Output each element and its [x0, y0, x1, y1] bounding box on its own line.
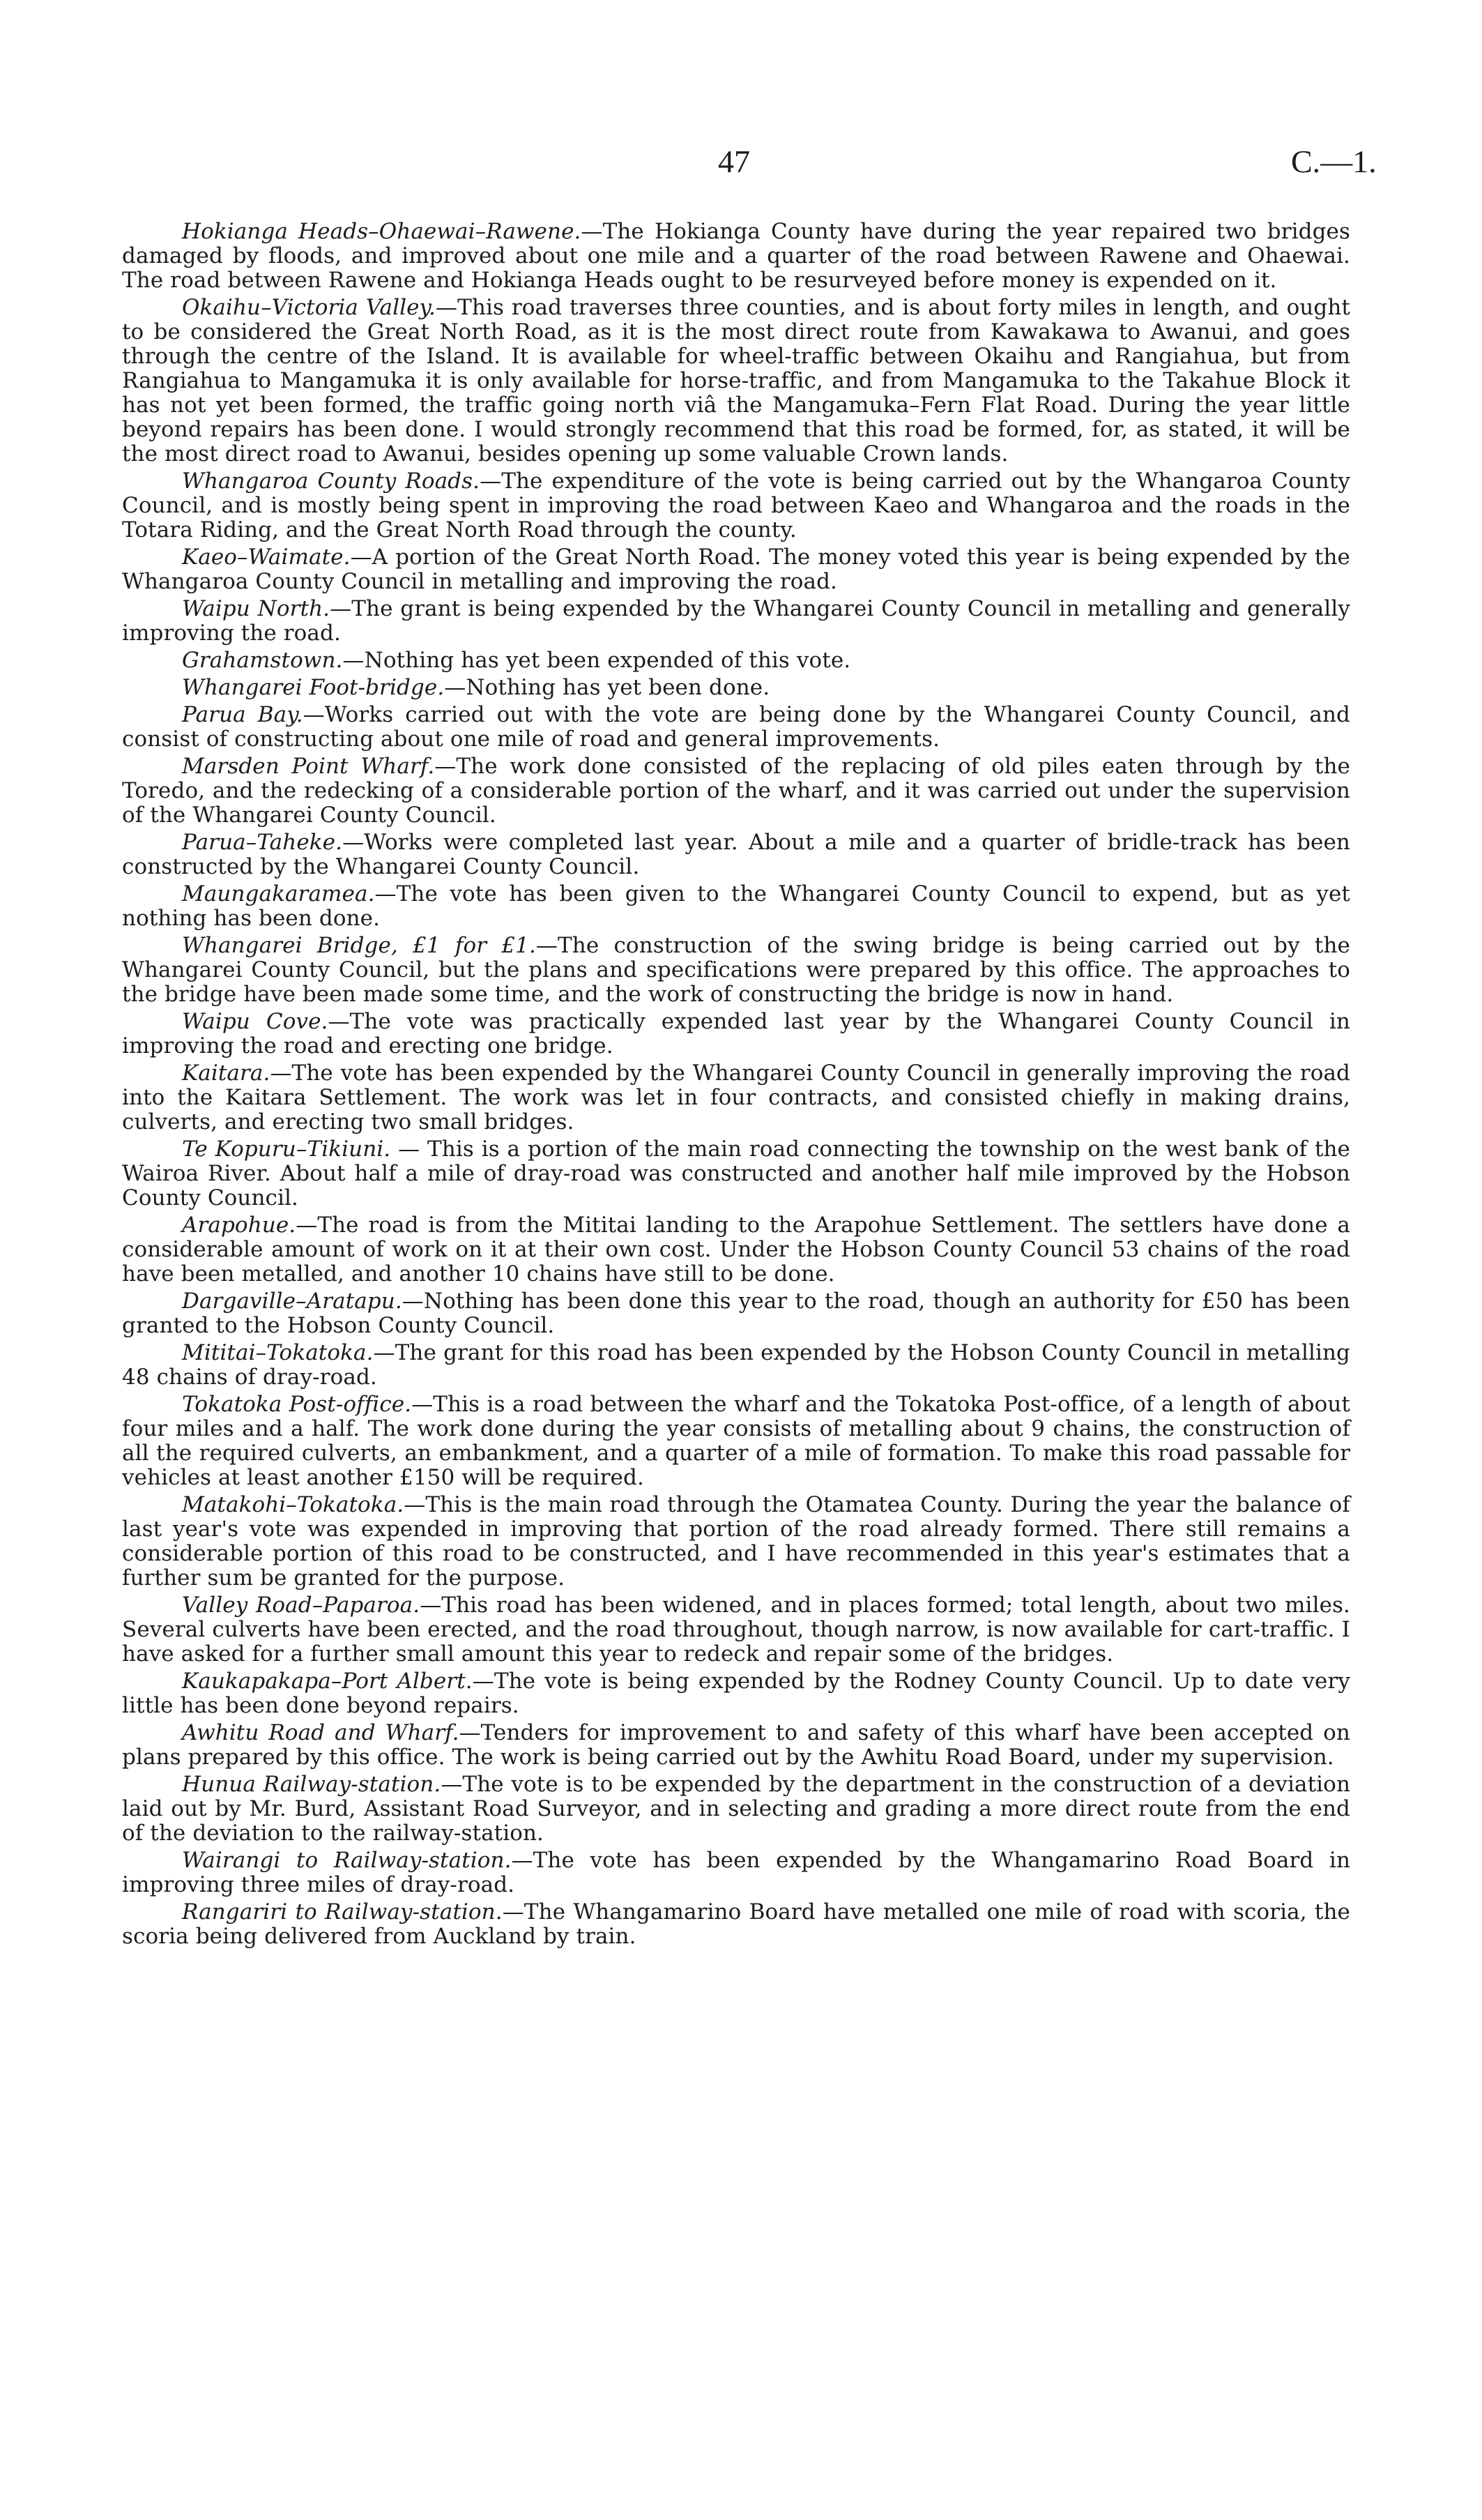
paragraph-text: —A portion of the Great North Road. The money voted this year is being expended by the Whangaroa County Council in metalling and improving the road. [122, 545, 1350, 594]
page-header [0, 143, 1482, 185]
paragraph-text: —Works carried out with the vote are being done by the Whangarei County Council, and consist of constructing about one mile of road and general improvements. [122, 702, 1350, 752]
paragraph-heading: Rangariri to Railway-station. [182, 1899, 503, 1925]
paragraph-heading: Okaihu–Victoria Valley. [182, 295, 436, 320]
paragraph [122, 545, 1350, 594]
paragraph-heading: Whangarei Bridge, £1 for £1. [182, 933, 536, 958]
paragraph-text: — This is a portion of the main road connecting the township on the west bank of the Wairoa River. About half a mile of dray-road was constructed and another half mile improved by the Hobson County Council. [122, 1137, 1351, 1210]
paragraph-heading: Wairangi to Railway-station. [182, 1848, 512, 1873]
paragraph-heading: Waipu North. [182, 596, 330, 621]
paragraph-heading: Grahamstown. [182, 648, 343, 673]
paragraph [122, 1593, 1350, 1667]
paragraph-text: —Works were completed last year. About a mile and a quarter of bridle-track has been constructed by the Whangarei County Council. [122, 830, 1350, 879]
paragraph-text: —The vote has been given to the Whangarei County Council to expend, but as yet nothing has been done. [122, 881, 1350, 931]
paragraph-heading: Waipu Cove. [182, 1009, 328, 1034]
paragraph [122, 1289, 1350, 1338]
paragraph-text: —The vote has been expended by the Whangarei County Council in generally improving the road into the Kaitara Settlement. The work was let in four contracts, and consisted chiefly in making drains, culverts, and erecting two small bridges. [122, 1061, 1350, 1134]
report-body [122, 220, 1350, 1952]
paragraph [122, 1773, 1350, 1846]
paragraph [122, 597, 1350, 646]
paragraph-heading: Kaeo–Waimate. [182, 545, 351, 570]
paragraph [122, 220, 1350, 293]
paragraph-text: —The grant is being expended by the Whangarei County Council in metalling and generally improving the road. [122, 596, 1350, 646]
paragraph [122, 469, 1350, 542]
paragraph-heading: Maungakaramea. [182, 881, 375, 906]
paragraph [122, 934, 1350, 1007]
paragraph [122, 1721, 1350, 1770]
paragraph-text: —This is the main road through the Otamatea County. During the year the balance of last year's vote was expended in improving that portion of the road already formed. There still remains a considerable portion of this road to be constructed, and I have recommended in this year's estimates that a further sum be granted for the purpose. [122, 1492, 1350, 1591]
paragraph-heading: Valley Road–Paparoa. [182, 1593, 420, 1618]
paragraph-text: —This road has been widened, and in places formed; total length, about two miles. Several culverts have been erected, and the road throughout, though narrow, is now available for cart-traffic. I have asked for a further small amount this year to redeck and repair some of the bridges. [122, 1593, 1350, 1667]
paragraph [122, 1493, 1350, 1591]
paragraph [122, 830, 1350, 879]
paragraph-text: —The vote was practically expended last year by the Whangarei County Council in improving the road and erecting one bridge. [122, 1009, 1350, 1058]
document-reference: C.—1. [1291, 144, 1377, 179]
paragraph-heading: Whangarei Foot-bridge. [182, 675, 445, 700]
paragraph-heading: Parua–Taheke. [182, 830, 343, 855]
paragraph-heading: Whangaroa County Roads. [182, 469, 480, 494]
paragraph-heading: Kaukapakapa–Port Albert. [182, 1669, 473, 1694]
paragraph-text: —Nothing has yet been expended of this vote. [342, 648, 851, 673]
paragraph-text: —Tenders for improvement to and safety of this wharf have been accepted on plans prepared by this office. The work is being carried out by the Awhitu Road Board, under my supervision. [122, 1720, 1350, 1770]
paragraph-heading: Kaitara. [182, 1061, 270, 1086]
paragraph-heading: Awhitu Road and Wharf. [182, 1720, 459, 1745]
paragraph-heading: Dargaville–Aratapu. [182, 1289, 402, 1314]
paragraph-heading: Arapohue. [182, 1213, 296, 1238]
paragraph [122, 1849, 1350, 1897]
paragraph [122, 1392, 1350, 1490]
paragraph [122, 1061, 1350, 1134]
paragraph [122, 1010, 1350, 1058]
paragraph-text: —The vote is being expended by the Rodney County Council. Up to date very little has been done beyond repairs. [122, 1669, 1350, 1718]
paragraph [122, 296, 1350, 466]
paragraph-text: —The vote is to be expended by the department in the construction of a deviation laid out by Mr. Burd, Assistant Road Surveyor, and in selecting and grading a more direct route from the end of the deviation to the railway-station. [122, 1772, 1351, 1846]
paragraph-heading: Tokatoka Post-office. [182, 1392, 412, 1417]
paragraph-text: —The Hokianga County have during the year repaired two bridges damaged by floods, and improved about one mile and a quarter of the road between Rawene and Ohaewai. The road between Rawene and Hokianga Heads ought to be resurveyed before money is expended on it. [122, 219, 1351, 293]
paragraph [122, 1213, 1350, 1286]
paragraph [122, 882, 1350, 931]
paragraph [122, 703, 1350, 752]
paragraph [122, 676, 1350, 700]
paragraph-text: —The vote has been expended by the Whangamarino Road Board in improving three miles of dray-road. [122, 1848, 1351, 1897]
paragraph-heading: Mititai–Tokatoka. [182, 1340, 374, 1365]
paragraph-heading: Te Kopuru–Tikiuni. [182, 1137, 391, 1162]
page-number: 47 [718, 144, 750, 179]
paragraph-heading: Hunua Railway-station. [182, 1772, 441, 1797]
paragraph-text: —The construction of the swing bridge is being carried out by the Whangarei County Council, but the plans and specifications were prepared by this office. The approaches to the bridge have been made some time, and the work of constructing the bridge is now in hand. [122, 933, 1350, 1007]
paragraph-text: —The expenditure of the vote is being carried out by the Whangaroa County Council, and is mostly being spent in improving the road between Kaeo and Whangaroa and the roads in the Totara Riding, and the Great North Road through the county. [122, 469, 1351, 542]
paragraph [122, 1900, 1350, 1949]
paragraph [122, 1341, 1350, 1390]
paragraph [122, 648, 1350, 673]
paragraph-text: —The road is from the Mititai landing to the Arapohue Settlement. The settlers have done a considerable amount of work on it at their own cost. Under the Hobson County Council 53 chains of the road have been metalled, and another 10 chains have still to be done. [122, 1213, 1350, 1286]
paragraph-text: —Nothing has been done this year to the road, though an authority for £50 has been granted to the Hobson County Council. [122, 1289, 1350, 1338]
paragraph [122, 1669, 1350, 1718]
paragraph-heading: Parua Bay. [182, 702, 303, 727]
paragraph-heading: Hokianga Heads–Ohaewai–Rawene. [182, 219, 581, 244]
paragraph [122, 1137, 1350, 1210]
paragraph-text: —This road traverses three counties, and is about forty miles in length, and ought to be considered the Great North Road, as it is the most direct route from Kawakawa to Awanui, and goes through the centre of the Island. It is available for wheel-traffic between Okaihu and Rangiahua, but from Rangiahua to Mangamuka it is only available for horse-traffic, and from Mangamuka to the Takahue Block it has not yet been formed, the traffic going north viâ the Mangamuka–Fern Flat Road. During the year little beyond repairs has been done. I would strongly recommend that this road be formed, for, as stated, it will be the most direct road to Awanui, besides opening up some valuable Crown lands. [122, 295, 1350, 466]
paragraph-text: —The work done consisted of the replacing of old piles eaten through by the Toredo, and the redecking of a considerable portion of the wharf, and it was carried out under the supervision of the Whangarei County Council. [122, 754, 1350, 828]
paragraph-text: —This is a road between the wharf and the Tokatoka Post-office, of a length of about four miles and a half. The work done during the year consists of metalling about 9 chains, the construction of all the required culverts, an embankment, and a quarter of a mile of formation. To make this road passable for vehicles at least another £150 will be required. [122, 1392, 1350, 1490]
paragraph-text: —Nothing has yet been done. [444, 675, 770, 700]
paragraph-text: —The grant for this road has been expended by the Hobson County Council in metalling 48 chains of dray-road. [122, 1340, 1350, 1390]
paragraph-text: —The Whangamarino Board have metalled one mile of road with scoria, the scoria being delivered from Auckland by train. [122, 1899, 1350, 1949]
paragraph [122, 754, 1350, 828]
paragraph-heading: Matakohi–Tokatoka. [182, 1492, 404, 1517]
paragraph-heading: Marsden Point Wharf. [182, 754, 435, 779]
